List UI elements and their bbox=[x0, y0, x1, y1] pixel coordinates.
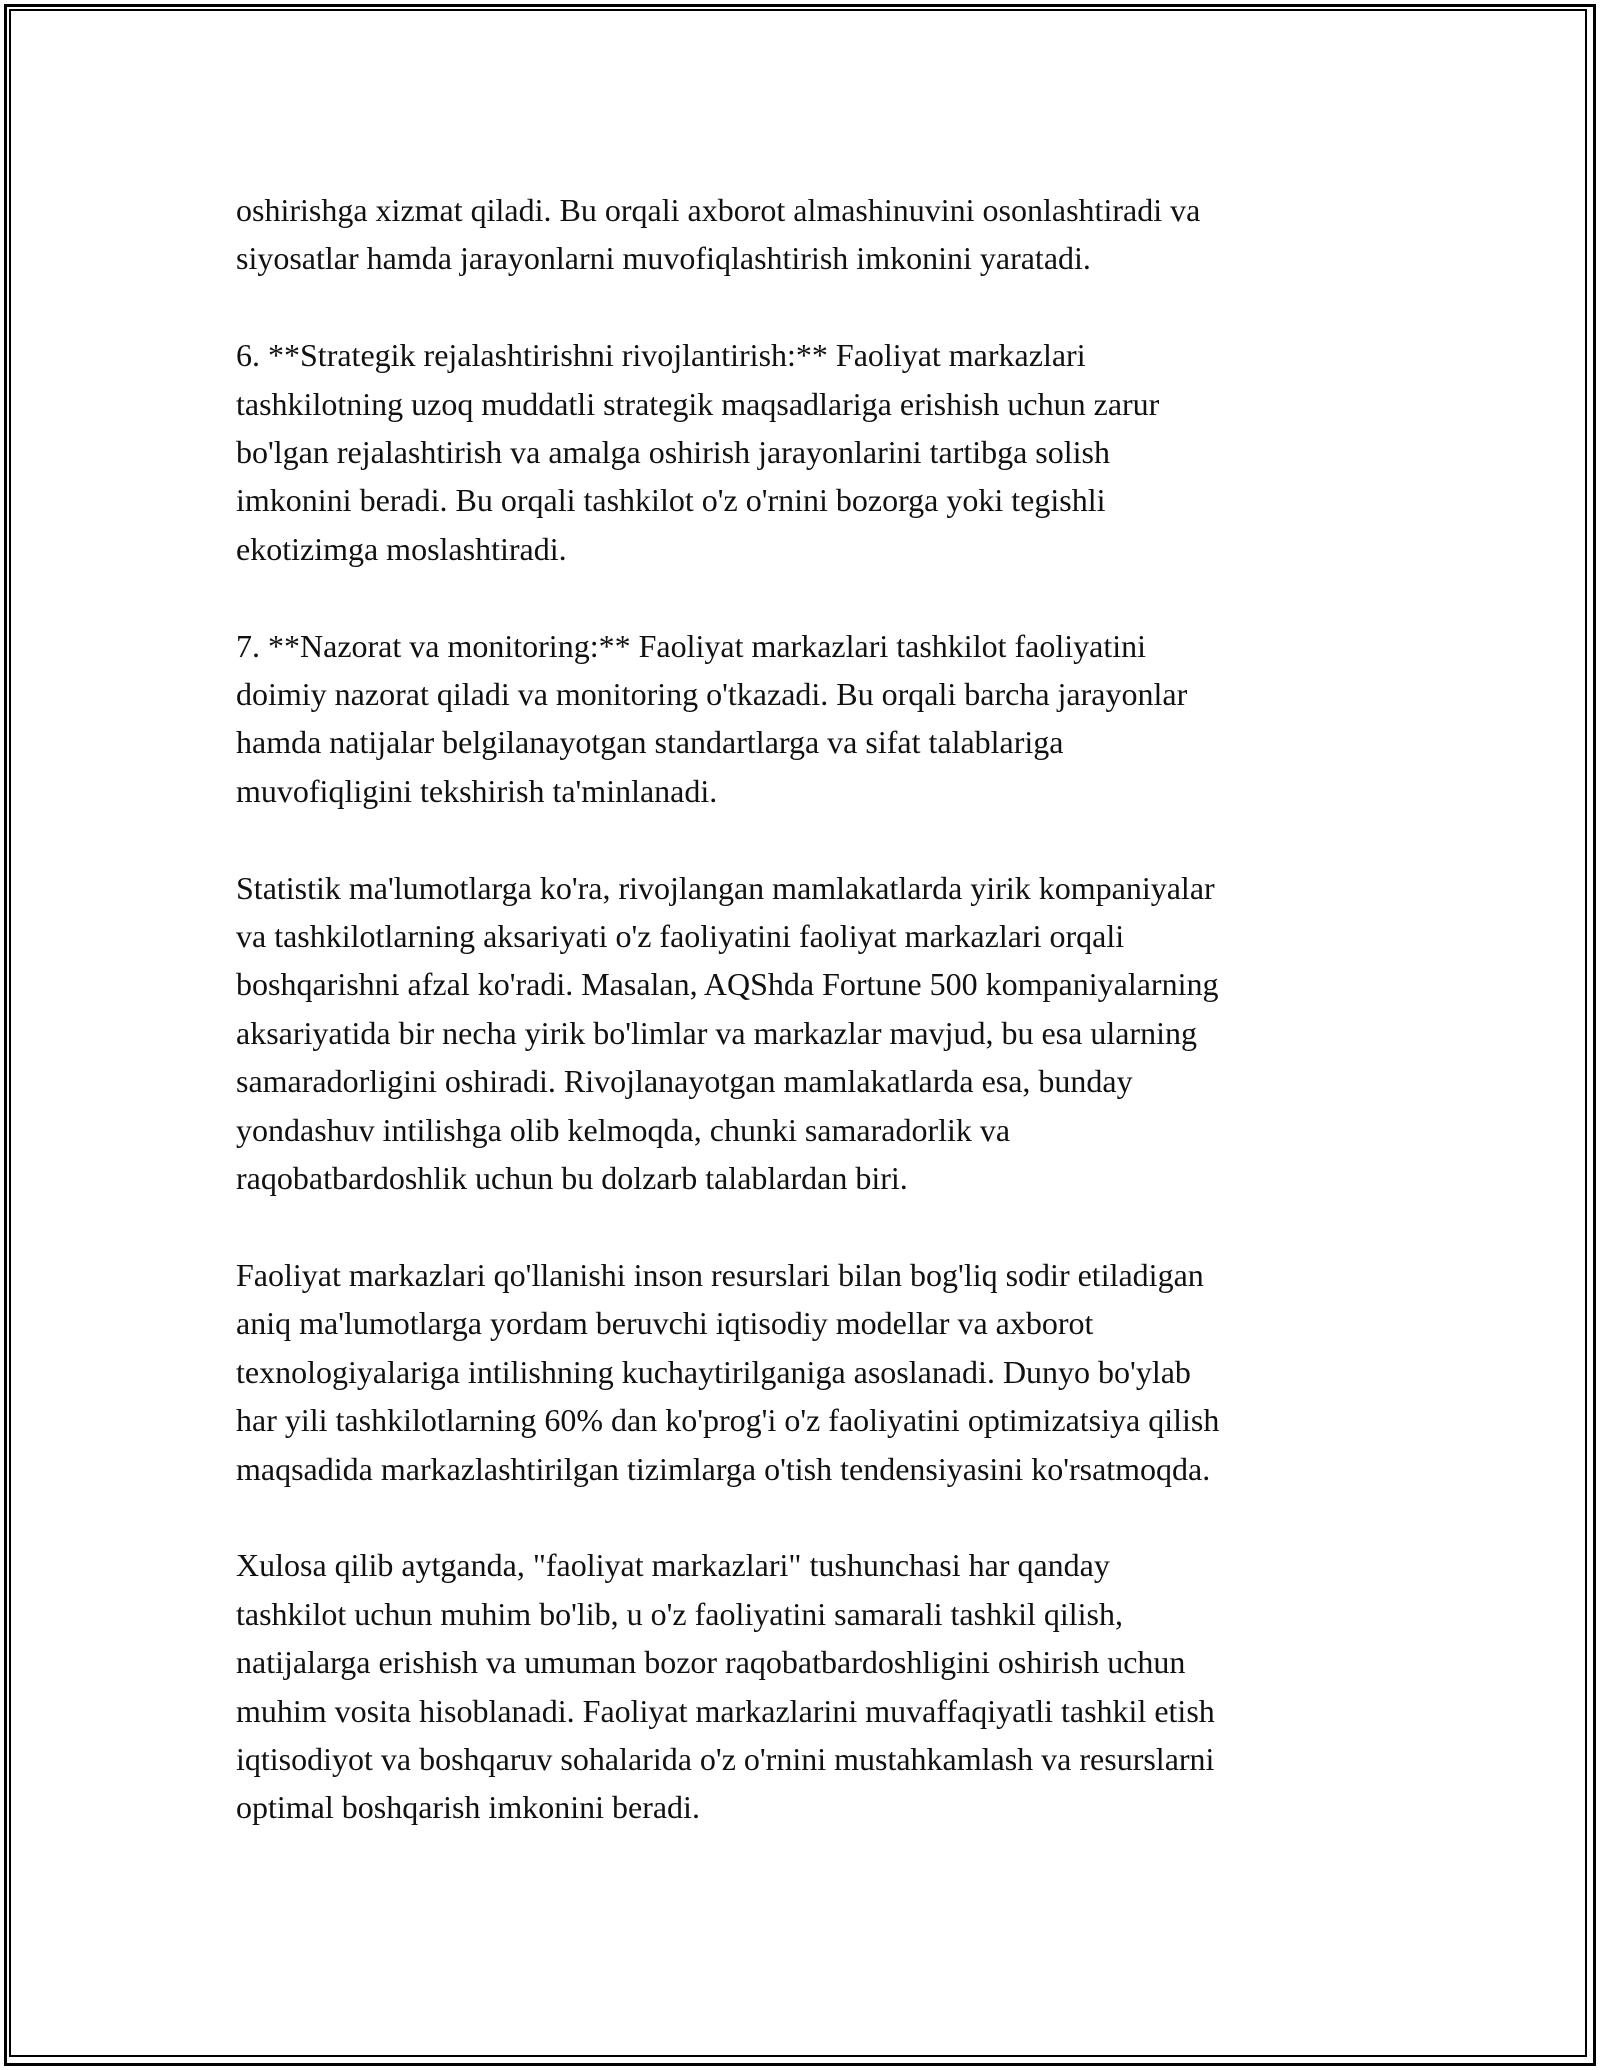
text-line: Statistik ma'lumotlarga ko'ra, rivojlangan mamlakatlarda yirik kompaniyalar bbox=[236, 869, 1215, 906]
text-line: tashkilot uchun muhim bo'lib, u o'z faoliyatini samarali tashkil qilish, bbox=[236, 1595, 1123, 1632]
text-line: muvofiqligini tekshirish ta'minlanadi. bbox=[236, 772, 718, 809]
paragraph bbox=[236, 622, 1396, 816]
text-line: yondashuv intilishga olib kelmoqda, chunki samaradorlik va bbox=[236, 1111, 1011, 1148]
text-line: va tashkilotlarning aksariyati o'z faoliyatini faoliyat markazlari orqali bbox=[236, 918, 1125, 955]
paragraph bbox=[236, 186, 1396, 283]
text-line: aksariyatida bir necha yirik bo'limlar va markazlar mavjud, bu esa ularning bbox=[236, 1014, 1197, 1051]
text-line: aniq ma'lumotlarga yordam beruvchi iqtisodiy modellar va axborot bbox=[236, 1305, 1094, 1342]
text-line: optimal boshqarish imkonini beradi. bbox=[236, 1789, 700, 1826]
text-line: Xulosa qilib aytganda, "faoliyat markazlari" tushunchasi har qanday bbox=[236, 1547, 1110, 1584]
paragraph bbox=[236, 1541, 1396, 1831]
text-line: texnologiyalariga intilishning kuchaytirilganiga asoslanadi. Dunyo bo'ylab bbox=[236, 1353, 1191, 1390]
paragraph bbox=[236, 1251, 1396, 1493]
text-line: bo'lgan rejalashtirish va amalga oshirish jarayonlarini tartibga solish bbox=[236, 434, 1110, 471]
text-line: hamda natijalar belgilanayotgan standartlarga va sifat talablariga bbox=[236, 724, 1064, 761]
text-line: raqobatbardoshlik uchun bu dolzarb talablardan biri. bbox=[236, 1160, 908, 1197]
text-line: ekotizimga moslashtiradi. bbox=[236, 530, 567, 567]
text-line: natijalarga erishish va umuman bozor raqobatbardoshligini oshirish uchun bbox=[236, 1644, 1186, 1681]
text-line: doimiy nazorat qiladi va monitoring o'tkazadi. Bu orqali barcha jarayonlar bbox=[236, 676, 1188, 713]
text-line: iqtisodiyot va boshqaruv sohalarida o'z o'rnini mustahkamlash va resurslarni bbox=[236, 1740, 1215, 1777]
text-line: boshqarishni afzal ko'radi. Masalan, AQShda Fortune 500 kompaniyalarning bbox=[236, 966, 1219, 1003]
text-line: 7. **Nazorat va monitoring:** Faoliyat markazlari tashkilot faoliyatini bbox=[236, 627, 1146, 664]
text-line: samaradorligini oshiradi. Rivojlanayotgan mamlakatlarda esa, bunday bbox=[236, 1063, 1133, 1100]
document-body bbox=[236, 186, 1396, 1880]
text-line: tashkilotning uzoq muddatli strategik maqsadlariga erishish uchun zarur bbox=[236, 385, 1160, 422]
text-line: siyosatlar hamda jarayonlarni muvofiqlashtirish imkonini yaratadi. bbox=[236, 240, 1091, 277]
text-line: muhim vosita hisoblanadi. Faoliyat markazlarini muvaffaqiyatli tashkil etish bbox=[236, 1692, 1215, 1729]
text-line: Faoliyat markazlari qo'llanishi inson resurslari bilan bog'liq sodir etiladigan bbox=[236, 1256, 1204, 1293]
text-line: oshirishga xizmat qiladi. Bu orqali axborot almashinuvini osonlashtiradi va bbox=[236, 192, 1201, 228]
text-line: 6. **Strategik rejalashtirishni rivojlantirish:** Faoliyat markazlari bbox=[236, 337, 1086, 374]
text-line: har yili tashkilotlarning 60% dan ko'prog'i o'z faoliyatini optimizatsiya qilish bbox=[236, 1402, 1220, 1439]
paragraph bbox=[236, 864, 1396, 1203]
text-line: imkonini beradi. Bu orqali tashkilot o'z o'rnini bozorga yoki tegishli bbox=[236, 482, 1106, 519]
paragraph bbox=[236, 331, 1396, 573]
text-line: maqsadida markazlashtirilgan tizimlarga o'tish tendensiyasini ko'rsatmoqda. bbox=[236, 1450, 1211, 1487]
